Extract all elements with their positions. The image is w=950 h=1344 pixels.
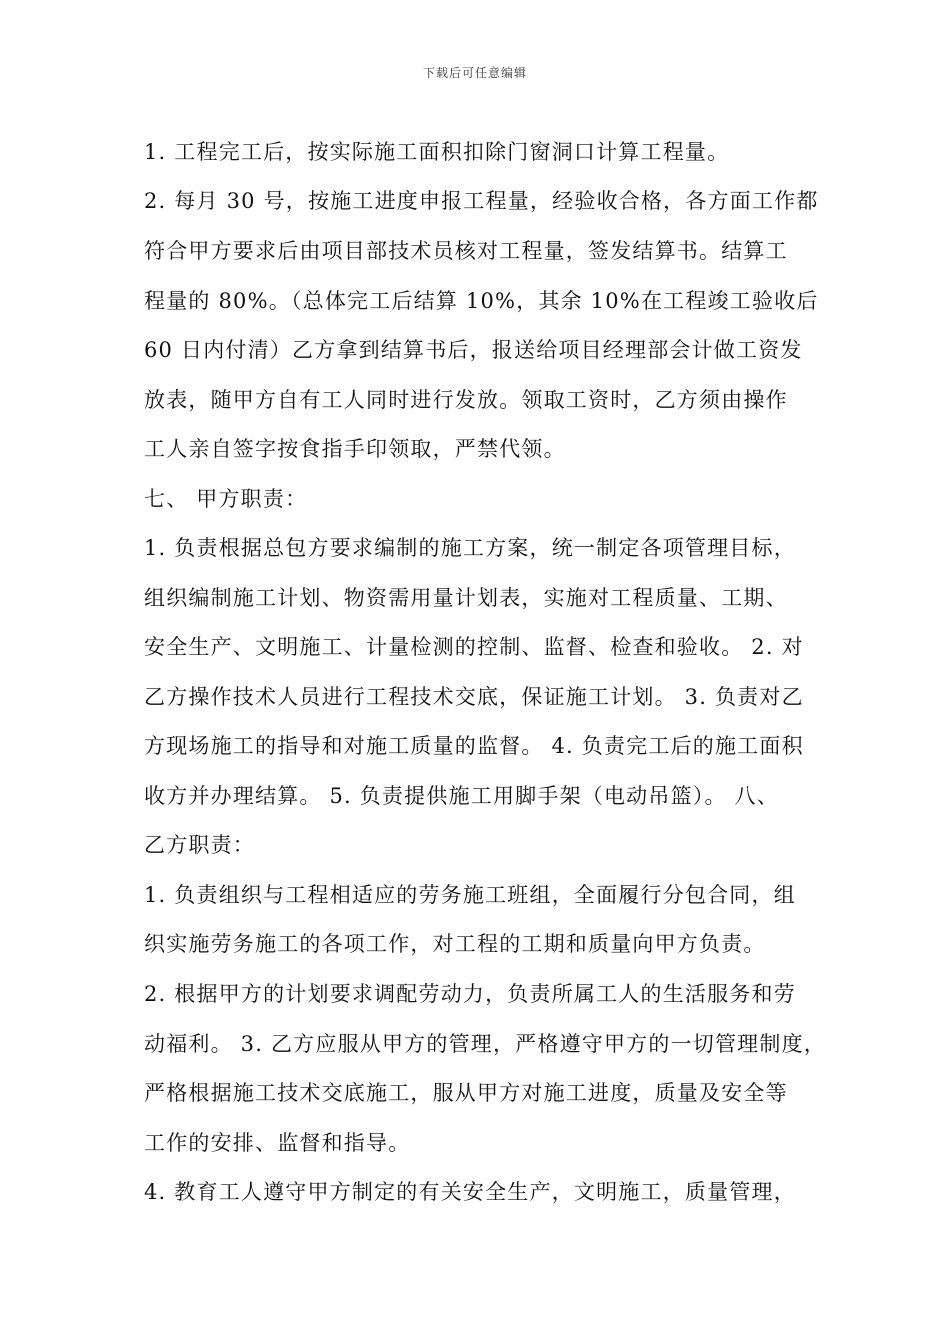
paragraph-line: 1. 负责根据总包方要求编制的施工方案，统一制定各项管理目标，	[144, 536, 796, 560]
paragraph-line: 60 日内付清）乙方拿到结算书后，报送给项目经理部会计做工资发	[144, 338, 803, 362]
paragraph-line: 4. 教育工人遵守甲方制定的有关安全生产，文明施工，质量管理，	[144, 1180, 796, 1204]
paragraph-line: 组织编制施工计划、物资需用量计划表，实施对工程质量、工期、	[144, 586, 788, 610]
paragraph-line: 工作的安排、监督和指导。	[144, 1131, 411, 1155]
paragraph-line: 收方并办理结算。 5. 负责提供施工用脚手架（电动吊篮）。 八、	[144, 784, 779, 808]
paragraph-line: 安全生产、文明施工、计量检测的控制、监督、检查和验收。 2. 对	[144, 635, 804, 659]
paragraph-line: 程量的 80%。（总体完工后结算 10%，其余 10%在工程竣工验收后	[144, 289, 819, 313]
paragraph-line: 动福利。 3. 乙方应服从甲方的管理，严格遵守甲方的一切管理制度，	[144, 1032, 826, 1056]
paragraph-line: 2. 根据甲方的计划要求调配劳动力，负责所属工人的生活服务和劳	[144, 982, 796, 1006]
section-heading: 乙方职责：	[144, 833, 255, 857]
page-header: 下载后可任意编辑	[422, 66, 527, 80]
paragraph-line: 1. 工程完工后，按实际施工面积扣除门窗洞口计算工程量。	[144, 140, 730, 164]
paragraph-line: 乙方操作技术人员进行工程技术交底，保证施工计划。 3. 负责对乙	[144, 685, 804, 709]
paragraph-line: 1. 负责组织与工程相适应的劳务施工班组，全面履行分包合同，组	[144, 883, 796, 907]
paragraph-line: 符合甲方要求后由项目部技术员核对工程量，签发结算书。结算工	[144, 239, 788, 263]
paragraph-line: 工人亲自签字按食指手印领取，严禁代领。	[144, 437, 566, 461]
paragraph-line: 放表，随甲方自有工人同时进行发放。领取工资时，乙方须由操作	[144, 388, 788, 412]
paragraph-line: 织实施劳务施工的各项工作，对工程的工期和质量向甲方负责。	[144, 932, 766, 956]
paragraph-line: 方现场施工的指导和对施工质量的监督。 4. 负责完工后的施工面积	[144, 734, 804, 758]
paragraph-line: 严格根据施工技术交底施工，服从甲方对施工进度，质量及安全等	[144, 1081, 788, 1105]
section-heading: 七、 甲方职责：	[144, 487, 308, 511]
paragraph-line: 2. 每月 30 号，按施工进度申报工程量，经验收合格，各方面工作都	[144, 189, 819, 213]
